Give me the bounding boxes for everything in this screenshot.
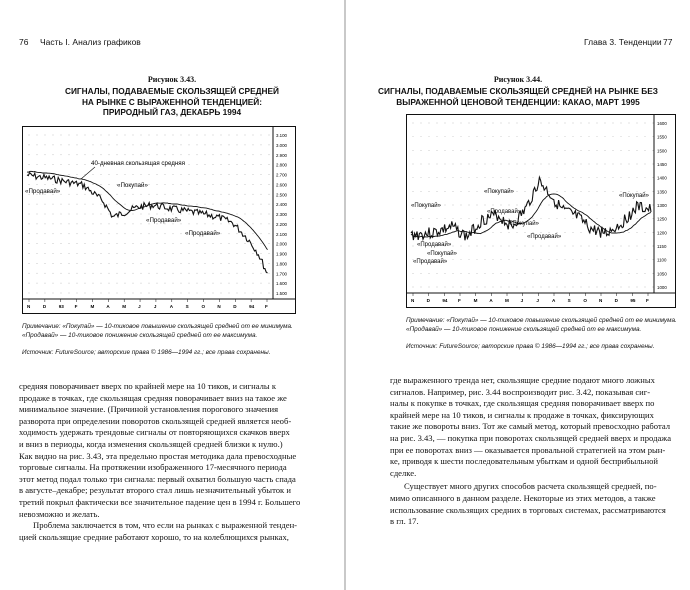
x-tick-label: 93 bbox=[58, 304, 64, 309]
body-text: средняя поворачивает вверх по крайней мере на 10 тиков, и сигналы к продаже в точках, где скользящая средняя поворачивает вниз на такое же минимальное значение. (Причиной установления порогового значения разворота при определении поворотов скользящей средней является необ- ходимость удержать трендовые сигналы от повторяющихся скачков вверх и вниз в периоды, когда изменения скользящей средней близки к нулю.) Как видно на рис. 3.43, эта предельно простая методика дала превосходные торговые сигналы. На протяжении изображенного 17-месячного периода этот метод подал только три сигнала: первый охватил большую часть спада в августе–декабре; результат второго стал лишь незначительный убыток и третий покрыл фактически все значительное падение цен в 1994 г. Большего невозможно и желать. Проблема заключается в том, что если на рынках с выраженной тенден- цией скользящие средние работают хорошо, то на колеблющихся рынках, bbox=[19, 381, 301, 542]
page-number: 77 bbox=[663, 37, 673, 47]
x-tick-label: D bbox=[614, 298, 618, 303]
x-tick-label: 94 bbox=[442, 298, 448, 303]
y-tick-label: 2.800 bbox=[276, 162, 287, 168]
signal-buy-4: «Покупай» bbox=[509, 221, 539, 227]
x-tick-label: S bbox=[185, 304, 189, 309]
x-tick-label: M bbox=[90, 304, 95, 309]
y-tick-label: 2.200 bbox=[276, 221, 287, 227]
chart-natural-gas bbox=[22, 126, 296, 314]
running-head: Часть I. Анализ графиков bbox=[40, 37, 141, 47]
signal-sell-1: «Продавай» bbox=[25, 188, 61, 195]
x-tick-label: J bbox=[138, 304, 141, 309]
figure-source: Источник: FutureSource; авторские права © 1986—1994 гг.; все права сохранены. bbox=[406, 343, 655, 350]
x-tick-label: A bbox=[106, 304, 110, 309]
y-tick-label: 2.400 bbox=[276, 202, 287, 208]
y-tick-label: 2.700 bbox=[276, 172, 287, 178]
y-tick-label: 2.000 bbox=[276, 241, 287, 247]
x-tick-label: S bbox=[567, 298, 571, 303]
y-tick-label: 1.600 bbox=[276, 281, 287, 287]
y-tick-label: 2.100 bbox=[276, 231, 287, 237]
signal-buy-1: «Покупай» bbox=[117, 182, 148, 189]
figure-note: Примечание: «Покупай» — 10-тиковое повышение скользящей средней от ее минимума. «Продавай» — 10-тиковое понижение скользящей средней от ее максимума. bbox=[22, 323, 293, 339]
signal-sell-1: «Продавай» bbox=[417, 242, 452, 248]
chart-cocoa-svg bbox=[407, 115, 675, 307]
x-tick-label: N bbox=[27, 304, 31, 309]
x-tick-label: F bbox=[646, 298, 649, 303]
x-tick-label: F bbox=[265, 304, 268, 309]
chart-natural-gas-svg bbox=[23, 127, 295, 313]
left-page bbox=[0, 0, 344, 590]
y-tick-label: 2.300 bbox=[276, 212, 287, 217]
x-tick-label: F bbox=[74, 304, 78, 309]
y-tick-label: 1550 bbox=[657, 134, 667, 140]
x-tick-label: N bbox=[217, 304, 221, 309]
y-tick-label: 1300 bbox=[657, 203, 667, 208]
y-tick-label: 1450 bbox=[657, 162, 667, 167]
ma-label: 40-дневная скользящая средняя bbox=[91, 160, 185, 167]
y-tick-label: 1.800 bbox=[276, 261, 287, 267]
chart-cocoa bbox=[406, 114, 676, 308]
y-tick-label: 1600 bbox=[657, 121, 667, 126]
y-tick-label: 3.100 bbox=[276, 133, 287, 138]
signal-buy-3: «Покупай» bbox=[484, 189, 514, 195]
y-tick-label: 1500 bbox=[657, 148, 667, 154]
y-tick-label: 1.900 bbox=[276, 251, 287, 257]
y-tick-label: 1.700 bbox=[276, 271, 287, 277]
y-tick-label: 1050 bbox=[657, 271, 667, 277]
x-tick-label: M bbox=[122, 304, 127, 309]
x-tick-label: N bbox=[599, 298, 603, 303]
y-tick-label: 1100 bbox=[657, 257, 667, 263]
x-tick-label: J bbox=[520, 298, 524, 303]
y-tick-label: 2.500 bbox=[276, 192, 287, 198]
figure-note: Примечание: «Покупай» — 10-тиковое повышение скользящей средней от ее минимума. «Продавай» — 10-тиковое понижение скользящей средней от ее максимума. bbox=[406, 317, 677, 333]
x-tick-label: O bbox=[201, 304, 206, 309]
y-tick-label: 2.900 bbox=[276, 152, 287, 158]
figure-title: СИГНАЛЫ, ПОДАВАЕМЫЕ СКОЛЬЗЯЩЕЙ СРЕДНЕЙ НА РЫНКЕ С ВЫРАЖЕННОЙ ТЕНДЕНЦИЕЙ: ПРИРОДНЫЙ ГАЗ, ДЕКАБРЬ 1994 bbox=[64, 86, 280, 117]
x-tick-label: O bbox=[583, 298, 587, 303]
right-page bbox=[346, 0, 690, 590]
figure-number: Рисунок 3.43. bbox=[147, 75, 197, 84]
body-text: где выраженного тренда нет, скользящие средние подают много ложных сигналов. Например, рис. 3.44 воспроизводит рис. 3.42, показывая сиг- налы к покупке в точках, где скользящая средняя поворачивает вверх по крайней мере на 10 тиков, и сигналы к продаже в точках, фиксирующих такие же повороты вниз. Тот же самый метод, который превосходно работал на рис. 3.43, — покупка при поворотах скользящей средней вверх и продажа при ее поворотах вниз — оказывается провальной стратегией на этом рын- ке, приводя к шести последовательным убыткам и одной бесприбыльной сделке. Существует много других способов расчета скользящей средней, по- мимо описанного в данном разделе. Некоторые из этих методов, а также использование скользящих средних в торговых системах, рассматриваются в гл. 17. bbox=[390, 375, 672, 527]
x-tick-label: 94 bbox=[249, 304, 255, 309]
figure-source: Источник: FutureSource; авторские права © 1986—1994 гг.; все права сохранены. bbox=[22, 349, 271, 356]
signal-sell-2: «Продавай» bbox=[413, 259, 448, 265]
running-head: Глава 3. Тенденции bbox=[584, 37, 662, 47]
x-tick-label: J bbox=[536, 298, 539, 303]
x-tick-label: N bbox=[411, 298, 415, 303]
x-tick-label: D bbox=[42, 304, 47, 309]
y-tick-label: 3.000 bbox=[276, 142, 287, 148]
signal-buy-1: «Покупай» bbox=[411, 203, 441, 209]
signal-buy-5: «Покупай» bbox=[619, 193, 649, 199]
x-tick-label: M bbox=[473, 298, 478, 303]
signal-buy-2: «Покупай» bbox=[427, 251, 457, 257]
page-number: 76 bbox=[19, 37, 29, 47]
y-tick-label: 2.600 bbox=[276, 182, 287, 188]
figure-number: Рисунок 3.44. bbox=[493, 75, 543, 84]
x-tick-label: A bbox=[552, 298, 556, 303]
y-tick-label: 1400 bbox=[657, 175, 667, 181]
signal-sell-2: «Продавай» bbox=[146, 217, 182, 224]
y-tick-label: 1000 bbox=[657, 285, 667, 290]
y-tick-label: 1.500 bbox=[276, 291, 287, 296]
x-tick-label: F bbox=[458, 298, 461, 303]
y-tick-label: 1350 bbox=[657, 189, 667, 195]
y-tick-label: 1150 bbox=[657, 244, 667, 249]
signal-sell-3: «Продавай» bbox=[487, 209, 522, 215]
signal-sell-3: «Продавай» bbox=[185, 230, 221, 237]
y-tick-label: 1200 bbox=[657, 230, 667, 236]
ma-pointer bbox=[81, 167, 95, 179]
signal-sell-4: «Продавай» bbox=[527, 234, 562, 240]
y-tick-label: 1250 bbox=[657, 216, 667, 222]
x-tick-label: D bbox=[233, 304, 237, 309]
figure-title: СИГНАЛЫ, ПОДАВАЕМЫЕ СКОЛЬЗЯЩЕЙ СРЕДНЕЙ НА РЫНКЕ БЕЗ ВЫРАЖЕННОЙ ЦЕНОВОЙ ТЕНДЕНЦИИ: КАКАО, МАРТ 1995 bbox=[378, 86, 658, 107]
x-tick-label: 95 bbox=[630, 298, 636, 303]
x-tick-label: A bbox=[489, 298, 493, 303]
x-tick-label: A bbox=[169, 304, 174, 309]
x-tick-label: M bbox=[505, 298, 509, 303]
x-tick-label: D bbox=[426, 298, 430, 303]
x-tick-label: J bbox=[153, 304, 157, 309]
